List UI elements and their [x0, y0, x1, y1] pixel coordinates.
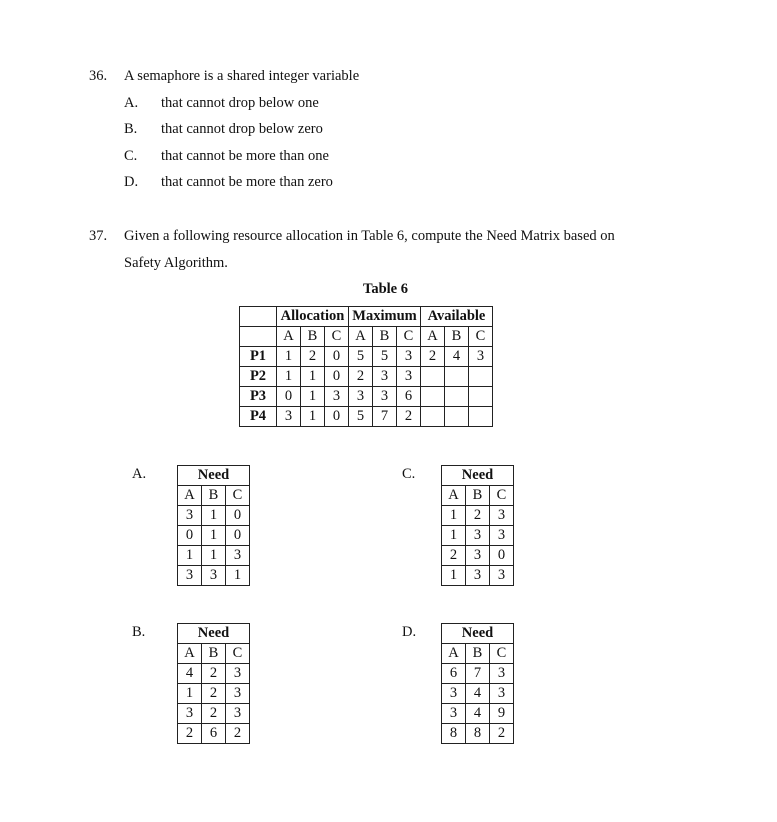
need-header-cell: B	[202, 486, 226, 506]
table-cell: 7	[373, 407, 397, 427]
need-cell: 8	[466, 724, 490, 744]
need-title: Need	[442, 624, 514, 644]
table-cell: 2	[301, 347, 325, 367]
need-cell: 3	[466, 546, 490, 566]
need-header-cell: C	[226, 644, 250, 664]
sub-header-cell: B	[301, 327, 325, 347]
need-cell: 3	[490, 506, 514, 526]
table-cell	[445, 367, 469, 387]
need-cell: 0	[490, 546, 514, 566]
need-cell: 2	[466, 506, 490, 526]
table-cell	[421, 407, 445, 427]
option-b-label: B.	[132, 624, 146, 640]
need-cell: 1	[202, 506, 226, 526]
table-row	[240, 347, 493, 367]
allocation-header: Allocation	[277, 307, 349, 327]
table-cell: 6	[397, 387, 421, 407]
question-text-line1: Given a following resource allocation in Table 6, compute the Need Matrix based on	[124, 228, 615, 244]
need-cell: 4	[466, 704, 490, 724]
sub-header-cell: B	[445, 327, 469, 347]
need-header-cell: A	[442, 486, 466, 506]
option-label: C.	[124, 148, 138, 164]
table-cell: 3	[469, 347, 493, 367]
need-cell: 1	[442, 526, 466, 546]
table-cell: 1	[301, 407, 325, 427]
need-cell: 3	[202, 566, 226, 586]
need-cell: 2	[226, 724, 250, 744]
need-cell: 3	[490, 684, 514, 704]
table-cell: 3	[397, 367, 421, 387]
need-cell: 4	[178, 664, 202, 684]
table-cell: 3	[397, 347, 421, 367]
table-cell: 5	[349, 407, 373, 427]
need-cell: 6	[202, 724, 226, 744]
need-cell: 0	[226, 506, 250, 526]
need-cell: 7	[466, 664, 490, 684]
sub-header-cell: A	[277, 327, 301, 347]
table-sub-header-row	[240, 327, 493, 347]
option-text: that cannot be more than one	[161, 148, 329, 164]
sub-header-cell: C	[469, 327, 493, 347]
sub-header-cell: B	[373, 327, 397, 347]
table-cell: 1	[277, 367, 301, 387]
table-cell: 3	[373, 387, 397, 407]
maximum-header: Maximum	[349, 307, 421, 327]
need-cell: 3	[226, 664, 250, 684]
need-cell: 0	[226, 526, 250, 546]
need-title: Need	[442, 466, 514, 486]
need-cell: 3	[490, 664, 514, 684]
need-cell: 1	[202, 526, 226, 546]
need-header-cell: C	[490, 486, 514, 506]
need-cell: 3	[442, 704, 466, 724]
table-cell	[445, 407, 469, 427]
need-cell: 1	[178, 546, 202, 566]
table-cell: 1	[277, 347, 301, 367]
process-label: P1	[240, 347, 277, 367]
need-cell: 3	[226, 546, 250, 566]
resource-allocation-table	[239, 306, 493, 427]
question-number: 37.	[89, 228, 108, 244]
table-corner-cell	[240, 307, 277, 327]
need-header-cell: A	[178, 486, 202, 506]
need-cell: 2	[178, 724, 202, 744]
need-cell: 3	[178, 566, 202, 586]
sub-header-cell: C	[325, 327, 349, 347]
table-group-header-row	[240, 307, 493, 327]
need-cell: 2	[202, 684, 226, 704]
option-c-label: C.	[402, 466, 416, 482]
table-row	[240, 407, 493, 427]
option-c-need-table	[441, 465, 514, 586]
table-cell	[469, 387, 493, 407]
need-title: Need	[178, 466, 250, 486]
option-text: that cannot be more than zero	[161, 174, 333, 190]
table-title: Table 6	[363, 281, 408, 297]
question-number: 36.	[89, 68, 108, 84]
option-a-need-table	[177, 465, 250, 586]
table-cell: 3	[277, 407, 301, 427]
option-d-need-table	[441, 623, 514, 744]
question-text: A semaphore is a shared integer variable	[124, 68, 360, 84]
need-cell: 1	[442, 506, 466, 526]
process-label: P2	[240, 367, 277, 387]
need-cell: 3	[490, 566, 514, 586]
table-cell	[421, 367, 445, 387]
need-cell: 0	[178, 526, 202, 546]
need-cell: 8	[442, 724, 466, 744]
table-cell: 3	[373, 367, 397, 387]
table-corner-cell	[240, 327, 277, 347]
table-cell: 4	[445, 347, 469, 367]
table-cell: 0	[277, 387, 301, 407]
table-cell: 2	[349, 367, 373, 387]
table-cell: 1	[301, 387, 325, 407]
need-cell: 2	[202, 664, 226, 684]
process-label: P3	[240, 387, 277, 407]
table-cell	[421, 387, 445, 407]
table-cell	[445, 387, 469, 407]
question-text-line2: Safety Algorithm.	[124, 255, 228, 271]
option-text: that cannot drop below zero	[161, 121, 323, 137]
need-cell: 4	[466, 684, 490, 704]
need-cell: 3	[490, 526, 514, 546]
option-b-need-table	[177, 623, 250, 744]
table-row	[240, 367, 493, 387]
need-cell: 3	[442, 684, 466, 704]
process-label: P4	[240, 407, 277, 427]
need-cell: 1	[226, 566, 250, 586]
option-text: that cannot drop below one	[161, 95, 319, 111]
table-cell	[469, 407, 493, 427]
need-cell: 1	[178, 684, 202, 704]
need-header-cell: B	[466, 644, 490, 664]
need-header-cell: C	[226, 486, 250, 506]
need-cell: 1	[202, 546, 226, 566]
sub-header-cell: A	[421, 327, 445, 347]
need-cell: 3	[226, 684, 250, 704]
table-cell: 0	[325, 407, 349, 427]
table-cell: 1	[301, 367, 325, 387]
need-cell: 3	[178, 704, 202, 724]
need-header-cell: A	[178, 644, 202, 664]
need-cell: 2	[442, 546, 466, 566]
need-cell: 3	[178, 506, 202, 526]
table-cell: 3	[325, 387, 349, 407]
option-a-label: A.	[132, 466, 147, 482]
need-cell: 3	[466, 526, 490, 546]
table-cell: 2	[397, 407, 421, 427]
need-title: Need	[178, 624, 250, 644]
option-d-label: D.	[402, 624, 417, 640]
need-header-cell: C	[490, 644, 514, 664]
table-cell: 2	[421, 347, 445, 367]
table-cell: 5	[373, 347, 397, 367]
available-header: Available	[421, 307, 493, 327]
table-cell: 5	[349, 347, 373, 367]
need-header-cell: A	[442, 644, 466, 664]
option-label: B.	[124, 121, 138, 137]
table-row	[240, 387, 493, 407]
table-cell: 0	[325, 347, 349, 367]
need-cell: 6	[442, 664, 466, 684]
need-cell: 9	[490, 704, 514, 724]
need-cell: 2	[490, 724, 514, 744]
sub-header-cell: C	[397, 327, 421, 347]
option-label: A.	[124, 95, 139, 111]
option-label: D.	[124, 174, 139, 190]
need-cell: 2	[202, 704, 226, 724]
sub-header-cell: A	[349, 327, 373, 347]
need-cell: 3	[466, 566, 490, 586]
table-cell: 3	[349, 387, 373, 407]
need-cell: 1	[442, 566, 466, 586]
need-cell: 3	[226, 704, 250, 724]
table-cell	[469, 367, 493, 387]
need-header-cell: B	[466, 486, 490, 506]
table-cell: 0	[325, 367, 349, 387]
need-header-cell: B	[202, 644, 226, 664]
